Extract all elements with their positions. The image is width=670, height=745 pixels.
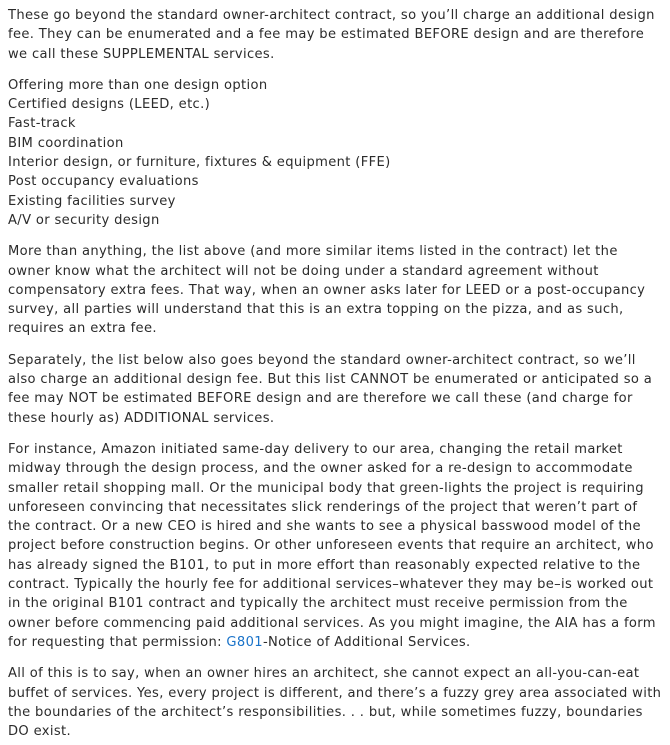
explanation-paragraph: More than anything, the list above (and more similar items listed in the contract) let the owner know what the architect will not be doing under a standard agreement without compensatory extra fees. That way, when an owner asks later for LEED or a post-occupancy survey, all parties will understand that this is an extra topping on the pizza, and as such, requires an extra fee. bbox=[8, 244, 646, 337]
list-item: BIM coordination bbox=[8, 135, 124, 151]
examples-paragraph bbox=[8, 440, 662, 652]
conclusion-paragraph: All of this is to say, when an owner hires an architect, she cannot expect an all-you-can-eat buffet of services. Yes, every project is different, and there’s a fuzzy grey area associated with the boundaries of the architect’s responsibilities. . . but, while sometimes fuzzy, boundaries DO exist. bbox=[8, 666, 662, 740]
additional-services-paragraph: Separately, the list below also goes beyond the standard owner-architect contract, so we’ll also charge an additional design fee. But this list CANNOT be enumerated or anticipated so a fee may NOT be estimated BEFORE design and are therefore we call these (and charge for these hourly as) ADDITIONAL services. bbox=[8, 352, 653, 426]
intro-paragraph: These go beyond the standard owner-architect contract, so you’ll charge an additional design fee. They can be enumerated and a fee may be estimated BEFORE design and are therefore we call these SUPPLEMENTAL services. bbox=[8, 8, 655, 62]
supplemental-services-list bbox=[8, 76, 662, 230]
list-item: Fast-track bbox=[8, 116, 76, 132]
examples-text: For instance, Amazon initiated same-day delivery to our area, changing the retail market midway through the design process, and the owner asked for a re-design to accommodate smaller retail shopping mall. Or the municipal body that green-lights the project is requiring unforeseen convincing that necessitates slick renderings of the project that weren’t part of the contract. Or a new CEO is hired and she wants to see a physical basswood model of the project before construction begins. Or other unforeseen events that require an architect, who has already signed the B101, to put in more effort than reasonably expected relative to the contract. Typically the hourly fee for additional services–whatever they may be–is worked out in the original B101 contract and typically the architect must receive permission from the owner before commencing paid additional services. As you might imagine, the AIA has a form for requesting that permission: bbox=[8, 441, 656, 650]
list-item: Post occupancy evaluations bbox=[8, 174, 199, 190]
list-item: Existing facilities survey bbox=[8, 193, 176, 209]
list-item: A/V or security design bbox=[8, 212, 160, 228]
examples-tail: -Notice of Additional Services. bbox=[262, 634, 471, 650]
g801-link[interactable]: G801 bbox=[226, 634, 263, 650]
list-item: Interior design, or furniture, fixtures & equipment (FFE) bbox=[8, 155, 391, 171]
list-item: Offering more than one design option bbox=[8, 77, 268, 93]
list-item: Certified designs (LEED, etc.) bbox=[8, 97, 211, 113]
